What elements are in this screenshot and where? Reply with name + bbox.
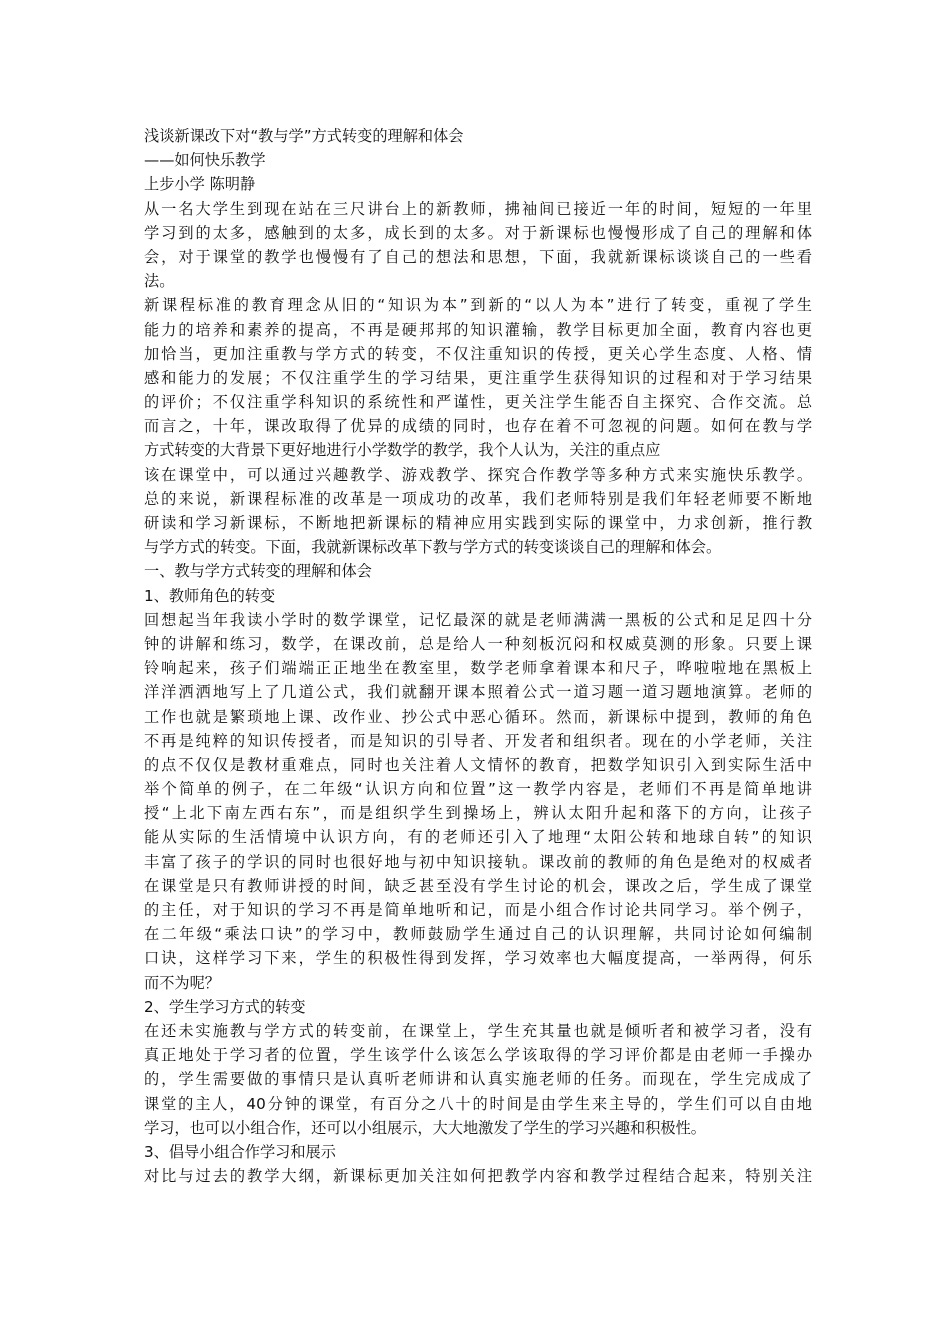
text-line: 的，学生需要做的事情只是认真听老师讲和认真实施老师的任务。而现在，学生完成成了 <box>144 1070 812 1089</box>
text-line: 丰富了孩子的学识的同时也很好地与初中知识接轨。课改前的教师的角色是绝对的权威者 <box>144 852 812 871</box>
text-line: 工作也就是繁琐地上课、改作业、抄公式中恶心循环。然而，新课标中提到，教师的角色 <box>144 707 812 726</box>
text-line: 对比与过去的教学大纲，新课标更加关注如何把教学内容和教学过程结合起来，特别关注 <box>144 1167 812 1186</box>
text-line: 举个简单的例子，在二年级“认识方向和位置”这一教学内容是，老师们不再是简单地讲 <box>144 780 812 799</box>
text-line: 与学方式的转变。下面，我就新课标改革下教与学方式的转变谈谈自己的理解和体会。 <box>144 538 722 557</box>
text-line: 的主任，对于知识的学习不再是简单地听和记，而是小组合作讨论共同学习。举个例子， <box>144 901 812 919</box>
text-line: 铃响起来，孩子们端端正正地坐在教室里，数学老师拿着课本和尺子，哗啦啦地在黑板上 <box>144 659 812 678</box>
text-line: 2、学生学习方式的转变 <box>144 997 306 1016</box>
text-line: 不再是纯粹的知识传授者，而是知识的引导者、开发者和组织者。现在的小学老师，关注 <box>144 731 812 750</box>
text-line: 学习到的太多，感触到的太多，成长到的太多。对于新课标也慢慢形成了自己的理解和体 <box>144 223 812 242</box>
text-line: 在还未实施教与学方式的转变前，在课堂上，学生充其量也就是倾听者和被学习者，没有 <box>144 1021 812 1040</box>
text-line: 课堂的主人，40分钟的课堂，有百分之八十的时间是由学生来主导的，学生们可以自由地 <box>144 1094 812 1113</box>
text-line: 钟的讲解和练习，数学，在课改前，总是给人一种刻板沉闷和权威莫测的形象。只要上课 <box>144 634 812 653</box>
text-line: 3、倡导小组合作学习和展示 <box>144 1142 336 1161</box>
text-line: 该在课堂中，可以通过兴趣教学、游戏教学、探究合作教学等多种方式来实施快乐教学。 <box>144 465 812 484</box>
author-line: 上步小学 陈明静 <box>144 175 256 194</box>
text-line: 能从实际的生活情境中认识方向，有的老师还引入了地理“太阳公转和地球自转”的知识 <box>144 828 812 847</box>
document-body <box>144 197 812 1189</box>
document-subtitle: ——如何快乐教学 <box>144 151 266 170</box>
text-line: 而言之，十年，课改取得了优异的成绩的同时，也存在着不可忽视的问题。如何在教与学 <box>144 417 812 436</box>
text-line: 一、教与学方式转变的理解和体会 <box>144 562 372 581</box>
text-line: 从一名大学生到现在站在三尺讲台上的新教师，拂袖间已接近一年的时间，短短的一年里 <box>144 199 812 218</box>
text-line: 方式转变的大背景下更好地进行小学数学的教学，我个人认为，关注的重点应 <box>144 441 661 460</box>
text-line: 总的来说，新课程标准的改革是一项成功的改革，我们老师特别是我们年轻老师要不断地 <box>144 489 812 508</box>
text-line: 回想起当年我读小学时的数学课堂，记忆最深的就是老师满满一黑板的公式和足足四十分 <box>144 610 812 629</box>
document-page <box>144 124 812 1188</box>
text-line: 在二年级“乘法口诀”的学习中，教师鼓励学生通过自己的认识理解，共同讨论如何编制 <box>144 925 812 944</box>
text-line: 口诀，这样学习下来，学生的积极性得到发挥，学习效率也大幅度提高，一举两得，何乐 <box>144 949 812 968</box>
text-line: 授“上北下南左西右东”，而是组织学生到操场上，辨认太阳升起和落下的方向，让孩子 <box>144 804 812 823</box>
document-title: 浅谈新课改下对“教与学”方式转变的理解和体会 <box>144 127 464 145</box>
text-line: 感和能力的发展；不仅注重学生的学习结果，更注重学生获得知识的过程和对于学习结果 <box>144 368 812 387</box>
text-line: 法。 <box>144 272 175 291</box>
text-line: 能力的培养和素养的提高，不再是硬邦邦的知识灌输，教学目标更加全面，教育内容也更 <box>144 320 812 339</box>
text-line: 真正地处于学习者的位置，学生该学什么该怎么学该取得的学习评价都是由老师一手操办 <box>144 1046 812 1065</box>
text-line: 而不为呢？ <box>144 973 220 992</box>
text-line: 研读和学习新课标，不断地把新课标的精神应用实践到实际的课堂中，力求创新，推行教 <box>144 514 812 532</box>
text-line: 在课堂是只有教师讲授的时间，缺乏甚至没有学生讨论的机会，课改之后，学生成了课堂 <box>144 876 812 895</box>
text-line: 洋洋洒洒地写上了几道公式，我们就翻开课本照着公式一道习题一道习题地演算。老师的 <box>144 683 812 702</box>
text-line: 新课程标准的教育理念从旧的“知识为本”到新的“以人为本”进行了转变，重视了学生 <box>144 296 812 315</box>
text-line: 的点不仅仅是教材重难点，同时也关注着人文情怀的教育，把数学知识引入到实际生活中 <box>144 755 812 774</box>
text-line: 1、教师角色的转变 <box>144 586 276 605</box>
text-line: 加恰当，更加注重教与学方式的转变，不仅注重知识的传授，更关心学生态度、人格、情 <box>144 344 812 363</box>
text-line: 学习，也可以小组合作，还可以小组展示，大大地激发了学生的学习兴趣和积极性。 <box>144 1118 706 1137</box>
text-line: 会，对于课堂的教学也慢慢有了自己的想法和思想，下面，我就新课标谈谈自己的一些看 <box>144 247 812 266</box>
text-line: 的评价；不仅注重学科知识的系统性和严谨性，更关注学生能否自主探究、合作交流。总 <box>144 393 812 412</box>
